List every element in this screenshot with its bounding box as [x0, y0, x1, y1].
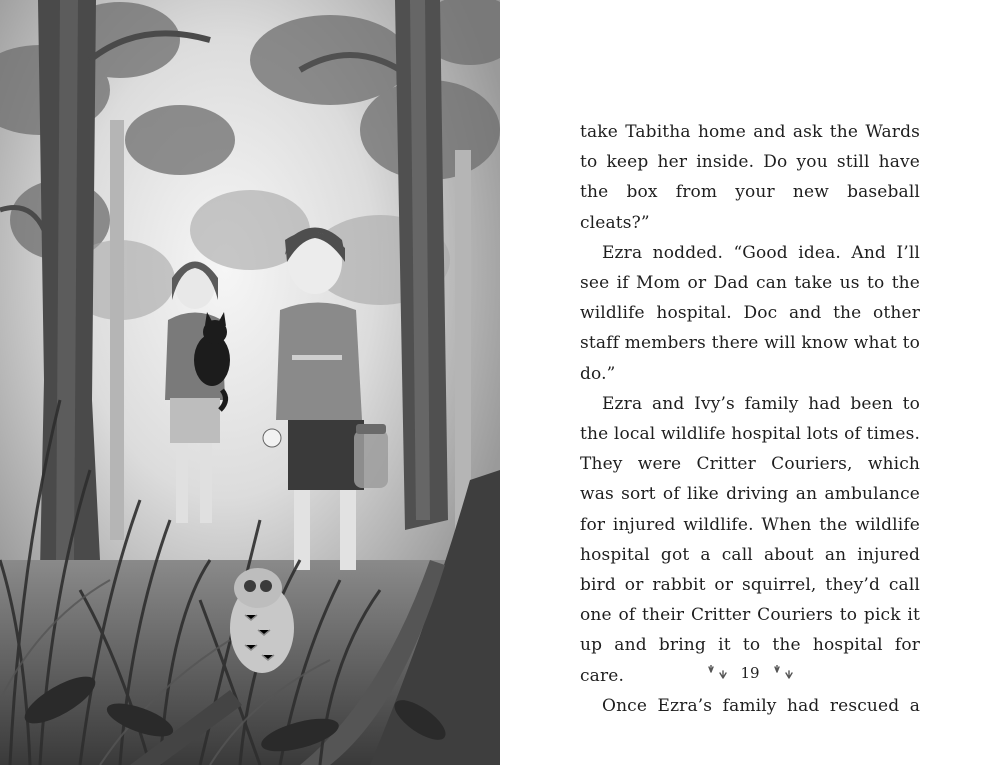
paragraph: Ezra nodded. “Good idea. And I’ll see if Mom or Dad can take us to the wildlife hospital. Doc and the other staff members there will know what to do.”: [580, 242, 920, 384]
text-page: [500, 0, 1000, 765]
bird-tracks-icon: [770, 665, 796, 681]
paragraph: Once Ezra’s family had rescued a: [602, 695, 920, 716]
page-footer: [500, 664, 1000, 682]
body-text: [580, 117, 920, 721]
paragraph: take Tabitha home and ask the Wards to keep her inside. Do you still have the box from your new baseball cleats?”: [580, 122, 920, 233]
page-number: 19: [740, 664, 760, 682]
bird-tracks-icon: [704, 665, 730, 681]
paragraph: Ezra and Ivy’s family had been to the local wildlife hospital lots of times. They were Critter Couriers, which was sort of like driving an ambulance for injured wildlife. When the wildlife hospital got a call about an injured bird or rabbit or squirrel, they’d call one of their Critter Couriers to pick it up and bring it to the hospital for care.: [580, 393, 920, 686]
